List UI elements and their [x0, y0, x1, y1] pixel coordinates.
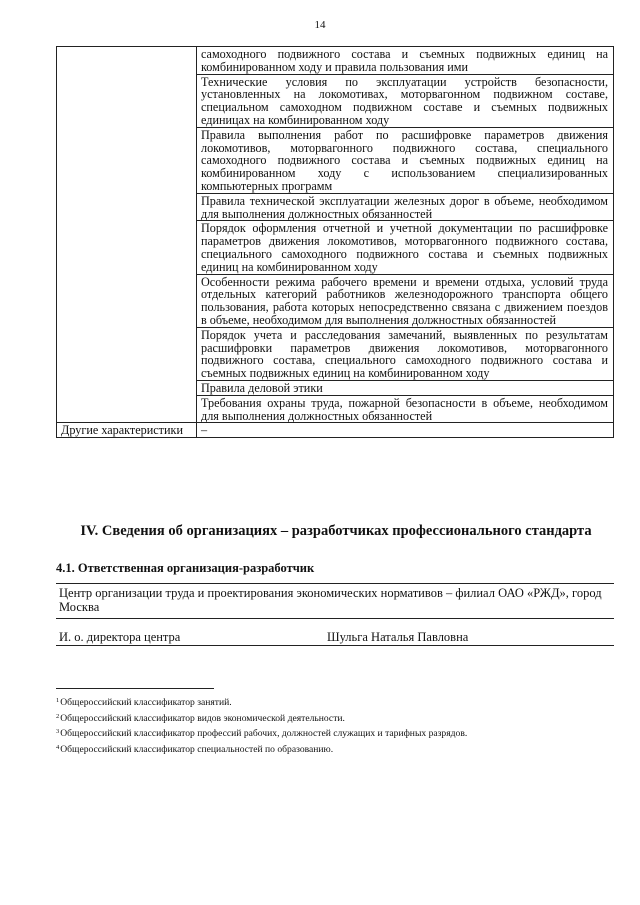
footnote-item: $^3$Общероссийский классификатор профессий рабочих, должностей служащих и тарифных разрядов.: [56, 728, 468, 739]
organization-head-row: [56, 618, 614, 646]
footnote-item: $^1$Общероссийский классификатор занятий.: [56, 697, 232, 708]
head-role: И. о. директора центра: [59, 630, 181, 644]
table-row: [57, 423, 614, 438]
table-row: [57, 47, 614, 75]
footnote-item: $^2$Общероссийский классификатор видов экономической деятельности.: [56, 712, 345, 724]
organization-box: [56, 583, 614, 646]
subsection-title: 4.1. Ответственная организация-разработчик: [56, 561, 315, 575]
table-cell: самоходного подвижного состава и съемных подвижных единиц на комбинированном ходу и правила пользования ими: [197, 47, 614, 75]
table-cell: Правила выполнения работ по расшифровке параметров движения локомотивов, моторвагонного подвижного состава, специального самоходного подвижного состава и съемных подвижных единиц на комбинированном ходу с использованием специализированных компьютерных программ: [197, 127, 614, 193]
table-cell: Правила деловой этики: [197, 380, 614, 395]
footnotes: [56, 694, 616, 756]
knowledge-table: [56, 46, 614, 438]
footnote-divider: [56, 688, 214, 689]
table-cell: Технические условия по эксплуатации устройств безопасности, установленных на локомотивах, моторвагонном подвижном составе, специальном самоходном подвижном составе и съемных подвижных единицах на комбинированном ходу: [197, 74, 614, 127]
table-cell: Правила технической эксплуатации железных дорог в объеме, необходимом для выполнения должностных обязанностей: [197, 193, 614, 221]
other-characteristics-value: –: [197, 423, 614, 438]
other-characteristics-label: Другие характеристики: [57, 423, 197, 438]
organization-name: Центр организации труда и проектирования экономических нормативов – филиал ОАО «РЖД», город Москва: [56, 583, 614, 618]
footnote-item: $^4$Общероссийский классификатор специальностей по образованию.: [56, 743, 334, 755]
table-cell: Особенности режима рабочего времени и времени отдыха, условий труда отдельных категорий работников железнодорожного транспорта общего пользования, работа которых непосредственно связана с движением поездов в объеме, необходимом для выполнения должностных обязанностей: [197, 274, 614, 327]
page-number: 14: [314, 19, 326, 31]
table-cell: Требования охраны труда, пожарной безопасности в объеме, необходимом для выполнения должностных обязанностей: [197, 395, 614, 423]
head-person: Шульга Наталья Павловна: [327, 630, 469, 644]
section-title: IV. Сведения об организациях – разработчиках профессионального стандарта: [80, 523, 592, 539]
table-cell-left-empty: [57, 47, 197, 423]
table-cell: Порядок оформления отчетной и учетной документации по расшифровке параметров движения локомотивов, моторвагонного подвижного состава, специального самоходного подвижного состава и съемных подвижных единиц на комбинированном ходу: [197, 221, 614, 274]
table-cell: Порядок учета и расследования замечаний, выявленных по результатам расшифровки параметров движения локомотивов, моторвагонного подвижного состава, специального самоходного подвижного состава и съемных подвижных единиц на комбинированном ходу: [197, 327, 614, 380]
